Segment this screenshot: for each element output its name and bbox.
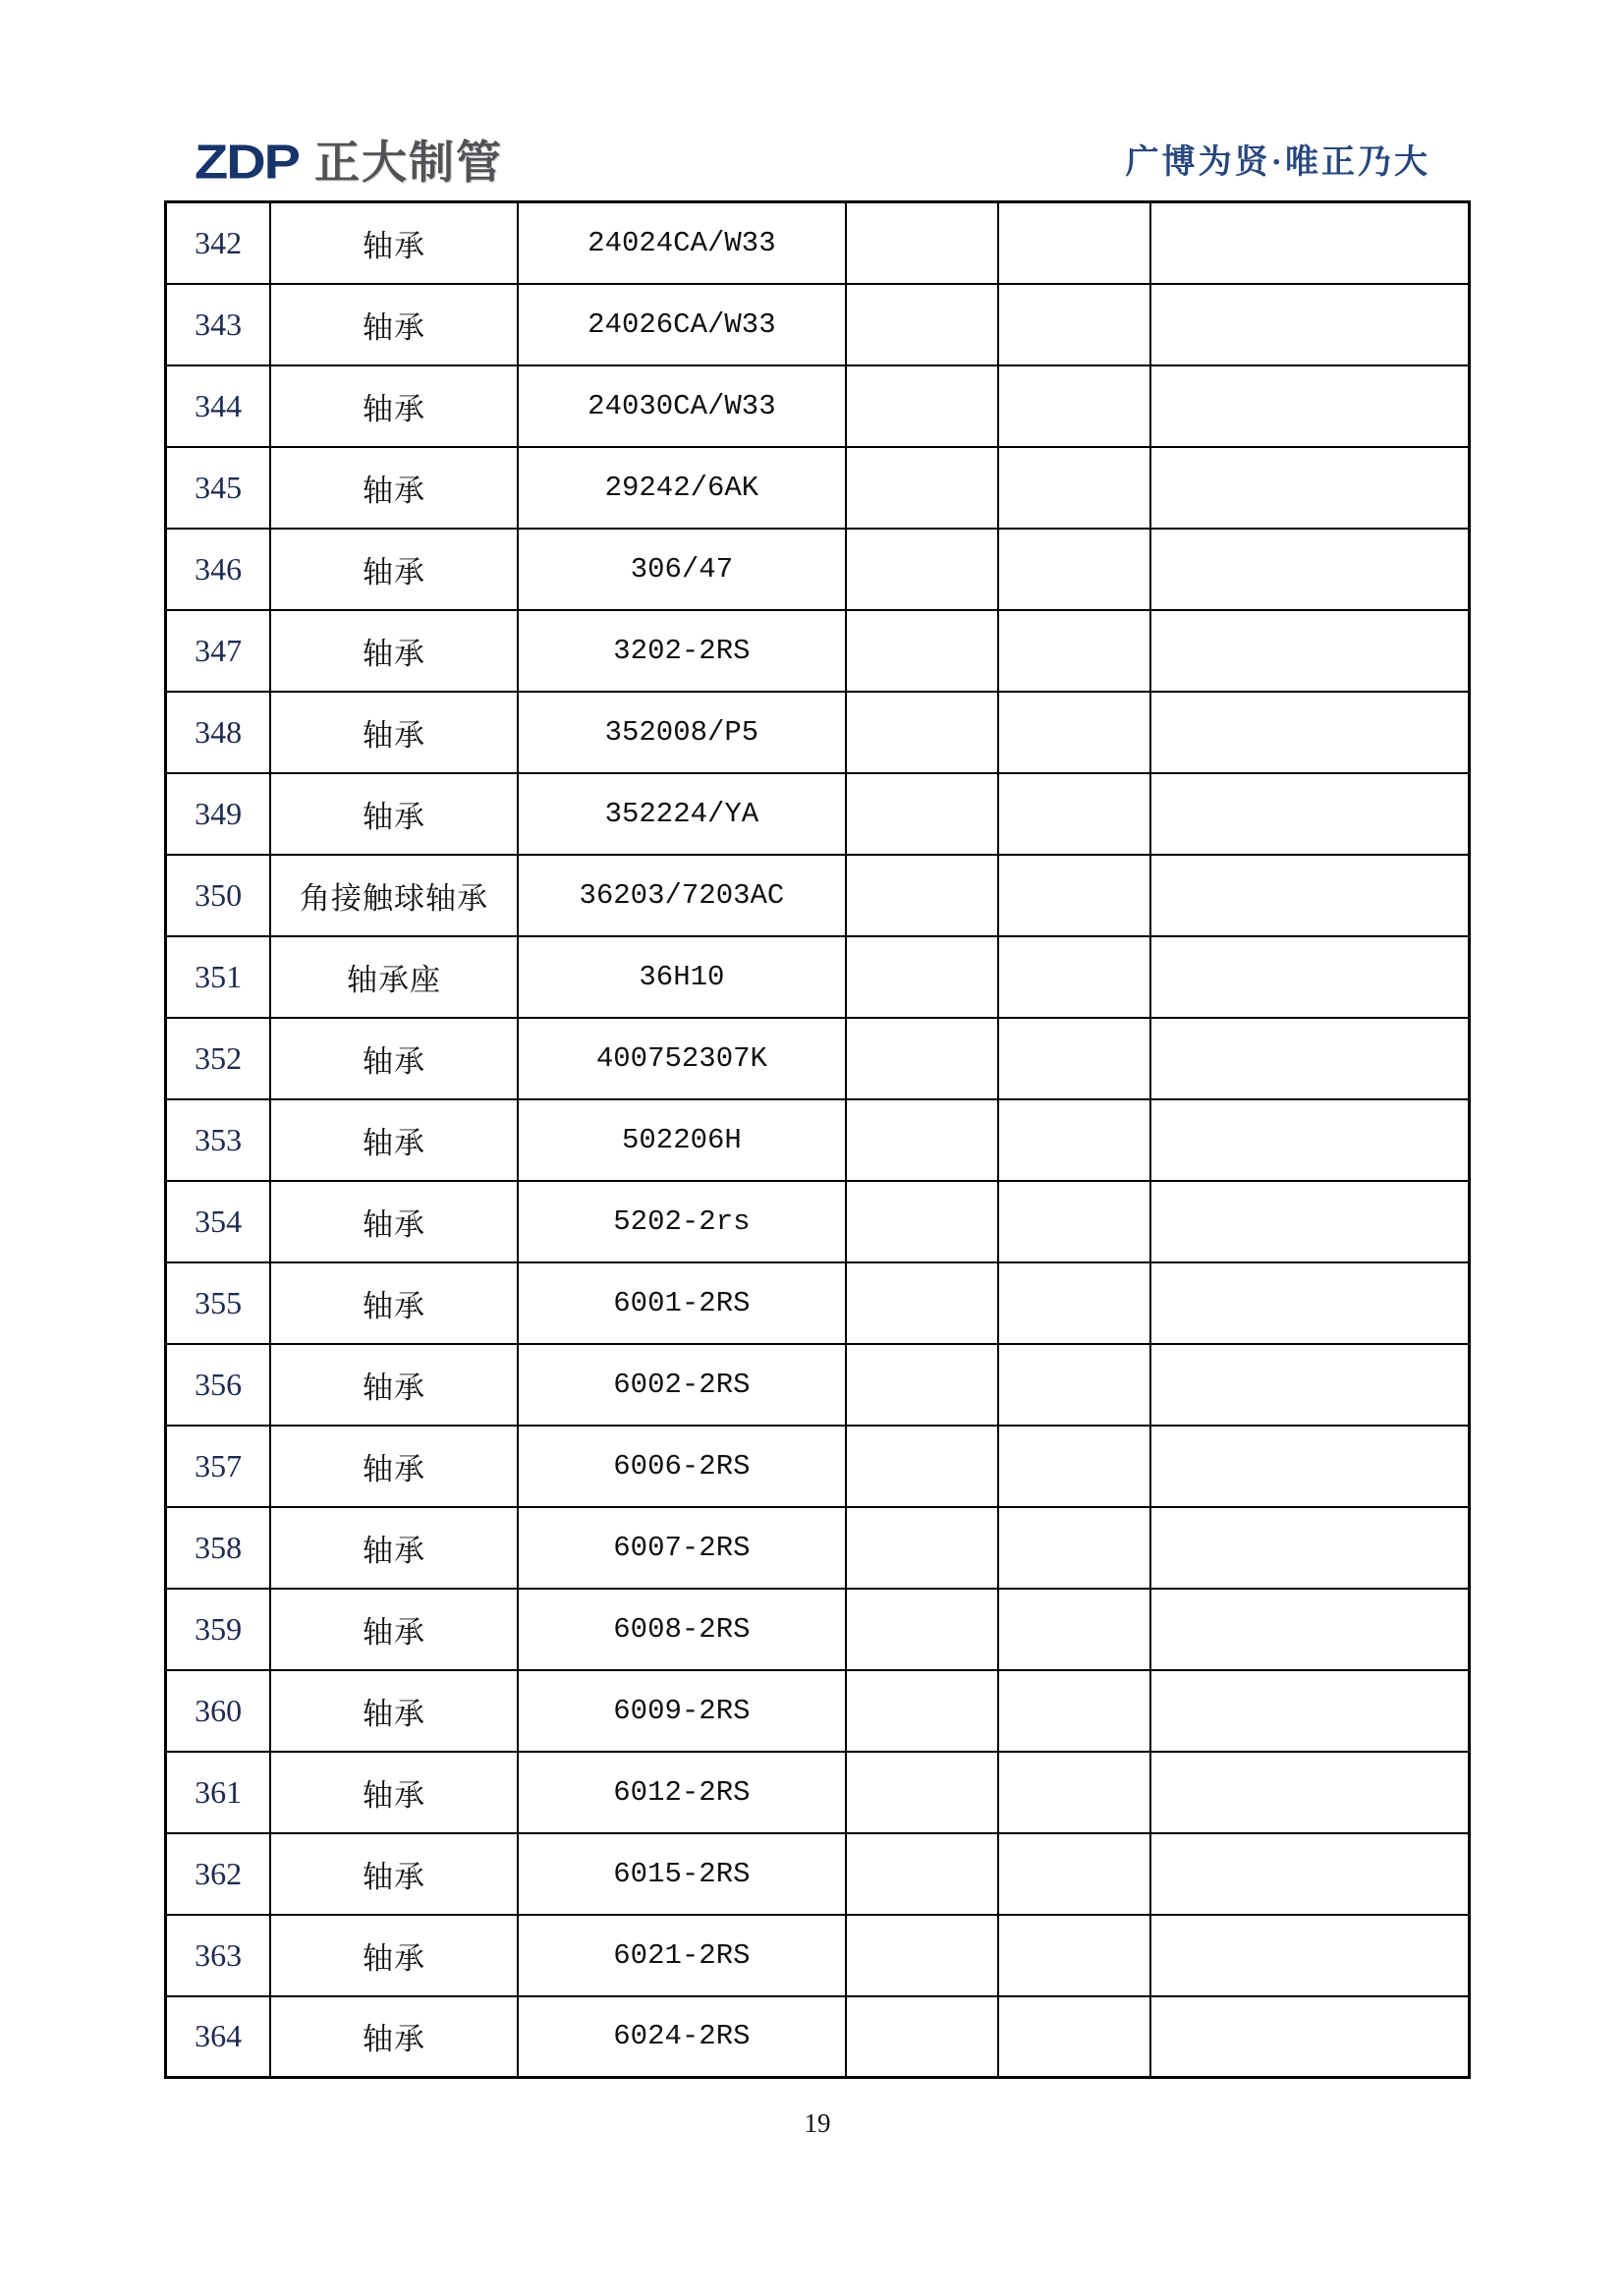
empty-cell [846,1181,998,1262]
table-row [166,1426,1470,1507]
model-code-cell: 24024CA/W33 [518,202,846,284]
row-number-cell: 349 [166,773,271,855]
empty-cell [846,936,998,1018]
row-number-cell: 345 [166,447,271,529]
table-row [166,773,1470,855]
table-row [166,365,1470,447]
empty-cell [1150,447,1469,529]
row-number-cell: 360 [166,1670,271,1752]
row-number-cell: 344 [166,365,271,447]
row-number-cell: 355 [166,1262,271,1344]
table-row [166,1344,1470,1426]
empty-cell [1150,1833,1469,1915]
empty-cell [846,1507,998,1589]
empty-cell [846,1018,998,1099]
empty-cell [1150,1915,1469,1996]
row-number-cell: 352 [166,1018,271,1099]
model-code-cell: 502206H [518,1099,846,1181]
empty-cell [846,202,998,284]
part-name-cell: 轴承 [270,529,517,610]
model-code-cell: 5202-2rs [518,1181,846,1262]
company-logo [195,136,503,189]
empty-cell [1150,855,1469,936]
row-number-cell: 363 [166,1915,271,1996]
row-number-cell: 348 [166,692,271,773]
model-code-cell: 6015-2RS [518,1833,846,1915]
empty-cell [1150,1262,1469,1344]
empty-cell [998,1670,1151,1752]
empty-cell [998,936,1151,1018]
empty-cell [1150,202,1469,284]
zdp-logo-mark: ZDP [195,134,299,190]
row-number-cell: 356 [166,1344,271,1426]
empty-cell [998,1018,1151,1099]
empty-cell [846,447,998,529]
empty-cell [1150,1507,1469,1589]
empty-cell [998,1996,1151,2078]
row-number-cell: 358 [166,1507,271,1589]
empty-cell [846,1996,998,2078]
part-name-cell: 轴承 [270,365,517,447]
part-name-cell: 轴承 [270,1752,517,1833]
part-name-cell: 轴承 [270,1262,517,1344]
empty-cell [1150,1426,1469,1507]
empty-cell [846,1670,998,1752]
part-name-cell: 轴承 [270,692,517,773]
model-code-cell: 3202-2RS [518,610,846,692]
empty-cell [998,1589,1151,1670]
model-code-cell: 6024-2RS [518,1996,846,2078]
part-name-cell: 轴承座 [270,936,517,1018]
table-row [166,610,1470,692]
empty-cell [846,1099,998,1181]
model-code-cell: 352008/P5 [518,692,846,773]
empty-cell [998,692,1151,773]
empty-cell [846,773,998,855]
empty-cell [1150,1344,1469,1426]
part-name-cell: 轴承 [270,1181,517,1262]
empty-cell [1150,773,1469,855]
table-row [166,1833,1470,1915]
part-name-cell: 角接触球轴承 [270,855,517,936]
table-row [166,1996,1470,2078]
row-number-cell: 346 [166,529,271,610]
table-row [166,1507,1470,1589]
empty-cell [846,610,998,692]
row-number-cell: 350 [166,855,271,936]
empty-cell [1150,1589,1469,1670]
empty-cell [846,284,998,365]
empty-cell [998,284,1151,365]
table-row [166,692,1470,773]
company-slogan: 广博为贤·唯正乃大 [1125,144,1430,181]
empty-cell [1150,365,1469,447]
model-code-cell: 24026CA/W33 [518,284,846,365]
part-name-cell: 轴承 [270,1915,517,1996]
empty-cell [846,1589,998,1670]
table-row [166,1018,1470,1099]
model-code-cell: 24030CA/W33 [518,365,846,447]
model-code-cell: 29242/6AK [518,447,846,529]
empty-cell [998,855,1151,936]
page-number: 19 [804,2108,831,2138]
row-number-cell: 362 [166,1833,271,1915]
empty-cell [846,1344,998,1426]
part-name-cell: 轴承 [270,610,517,692]
empty-cell [998,1915,1151,1996]
empty-cell [846,1426,998,1507]
empty-cell [846,1915,998,1996]
row-number-cell: 351 [166,936,271,1018]
empty-cell [998,529,1151,610]
empty-cell [1150,1018,1469,1099]
model-code-cell: 6006-2RS [518,1426,846,1507]
row-number-cell: 357 [166,1426,271,1507]
table-row [166,1099,1470,1181]
model-code-cell: 6007-2RS [518,1507,846,1589]
empty-cell [846,692,998,773]
row-number-cell: 343 [166,284,271,365]
empty-cell [1150,1996,1469,2078]
empty-cell [998,202,1151,284]
row-number-cell: 354 [166,1181,271,1262]
empty-cell [998,1426,1151,1507]
part-name-cell: 轴承 [270,773,517,855]
row-number-cell: 347 [166,610,271,692]
row-number-cell: 342 [166,202,271,284]
model-code-cell: 400752307K [518,1018,846,1099]
empty-cell [846,1833,998,1915]
empty-cell [846,1752,998,1833]
table-row [166,1589,1470,1670]
model-code-cell: 6002-2RS [518,1344,846,1426]
empty-cell [998,365,1151,447]
part-name-cell: 轴承 [270,1589,517,1670]
empty-cell [1150,529,1469,610]
empty-cell [1150,1752,1469,1833]
empty-cell [846,855,998,936]
model-code-cell: 6001-2RS [518,1262,846,1344]
table-row [166,1181,1470,1262]
table-row [166,529,1470,610]
empty-cell [1150,1670,1469,1752]
model-code-cell: 352224/YA [518,773,846,855]
row-number-cell: 361 [166,1752,271,1833]
model-code-cell: 306/47 [518,529,846,610]
table-row [166,1262,1470,1344]
part-name-cell: 轴承 [270,1018,517,1099]
part-name-cell: 轴承 [270,447,517,529]
row-number-cell: 353 [166,1099,271,1181]
empty-cell [1150,936,1469,1018]
empty-cell [998,447,1151,529]
empty-cell [998,1752,1151,1833]
empty-cell [846,529,998,610]
table-row [166,1752,1470,1833]
empty-cell [998,1507,1151,1589]
part-name-cell: 轴承 [270,202,517,284]
empty-cell [998,1262,1151,1344]
empty-cell [998,773,1151,855]
empty-cell [1150,610,1469,692]
model-code-cell: 6021-2RS [518,1915,846,1996]
part-name-cell: 轴承 [270,284,517,365]
empty-cell [998,610,1151,692]
table-row [166,284,1470,365]
empty-cell [998,1833,1151,1915]
company-name: 正大制管 [314,137,503,188]
empty-cell [1150,1099,1469,1181]
table-row [166,1915,1470,1996]
parts-table-body [166,202,1470,2078]
model-code-cell: 36203/7203AC [518,855,846,936]
table-row [166,1670,1470,1752]
model-code-cell: 6008-2RS [518,1589,846,1670]
empty-cell [998,1099,1151,1181]
part-name-cell: 轴承 [270,1507,517,1589]
table-row [166,855,1470,936]
model-code-cell: 6012-2RS [518,1752,846,1833]
empty-cell [1150,1181,1469,1262]
empty-cell [846,365,998,447]
empty-cell [998,1344,1151,1426]
parts-table [164,200,1471,2079]
part-name-cell: 轴承 [270,1344,517,1426]
empty-cell [998,1181,1151,1262]
row-number-cell: 359 [166,1589,271,1670]
table-row [166,936,1470,1018]
part-name-cell: 轴承 [270,1996,517,2078]
row-number-cell: 364 [166,1996,271,2078]
part-name-cell: 轴承 [270,1670,517,1752]
table-row [166,447,1470,529]
table-row [166,202,1470,284]
part-name-cell: 轴承 [270,1099,517,1181]
part-name-cell: 轴承 [270,1426,517,1507]
empty-cell [1150,284,1469,365]
part-name-cell: 轴承 [270,1833,517,1915]
empty-cell [846,1262,998,1344]
model-code-cell: 36H10 [518,936,846,1018]
model-code-cell: 6009-2RS [518,1670,846,1752]
empty-cell [1150,692,1469,773]
